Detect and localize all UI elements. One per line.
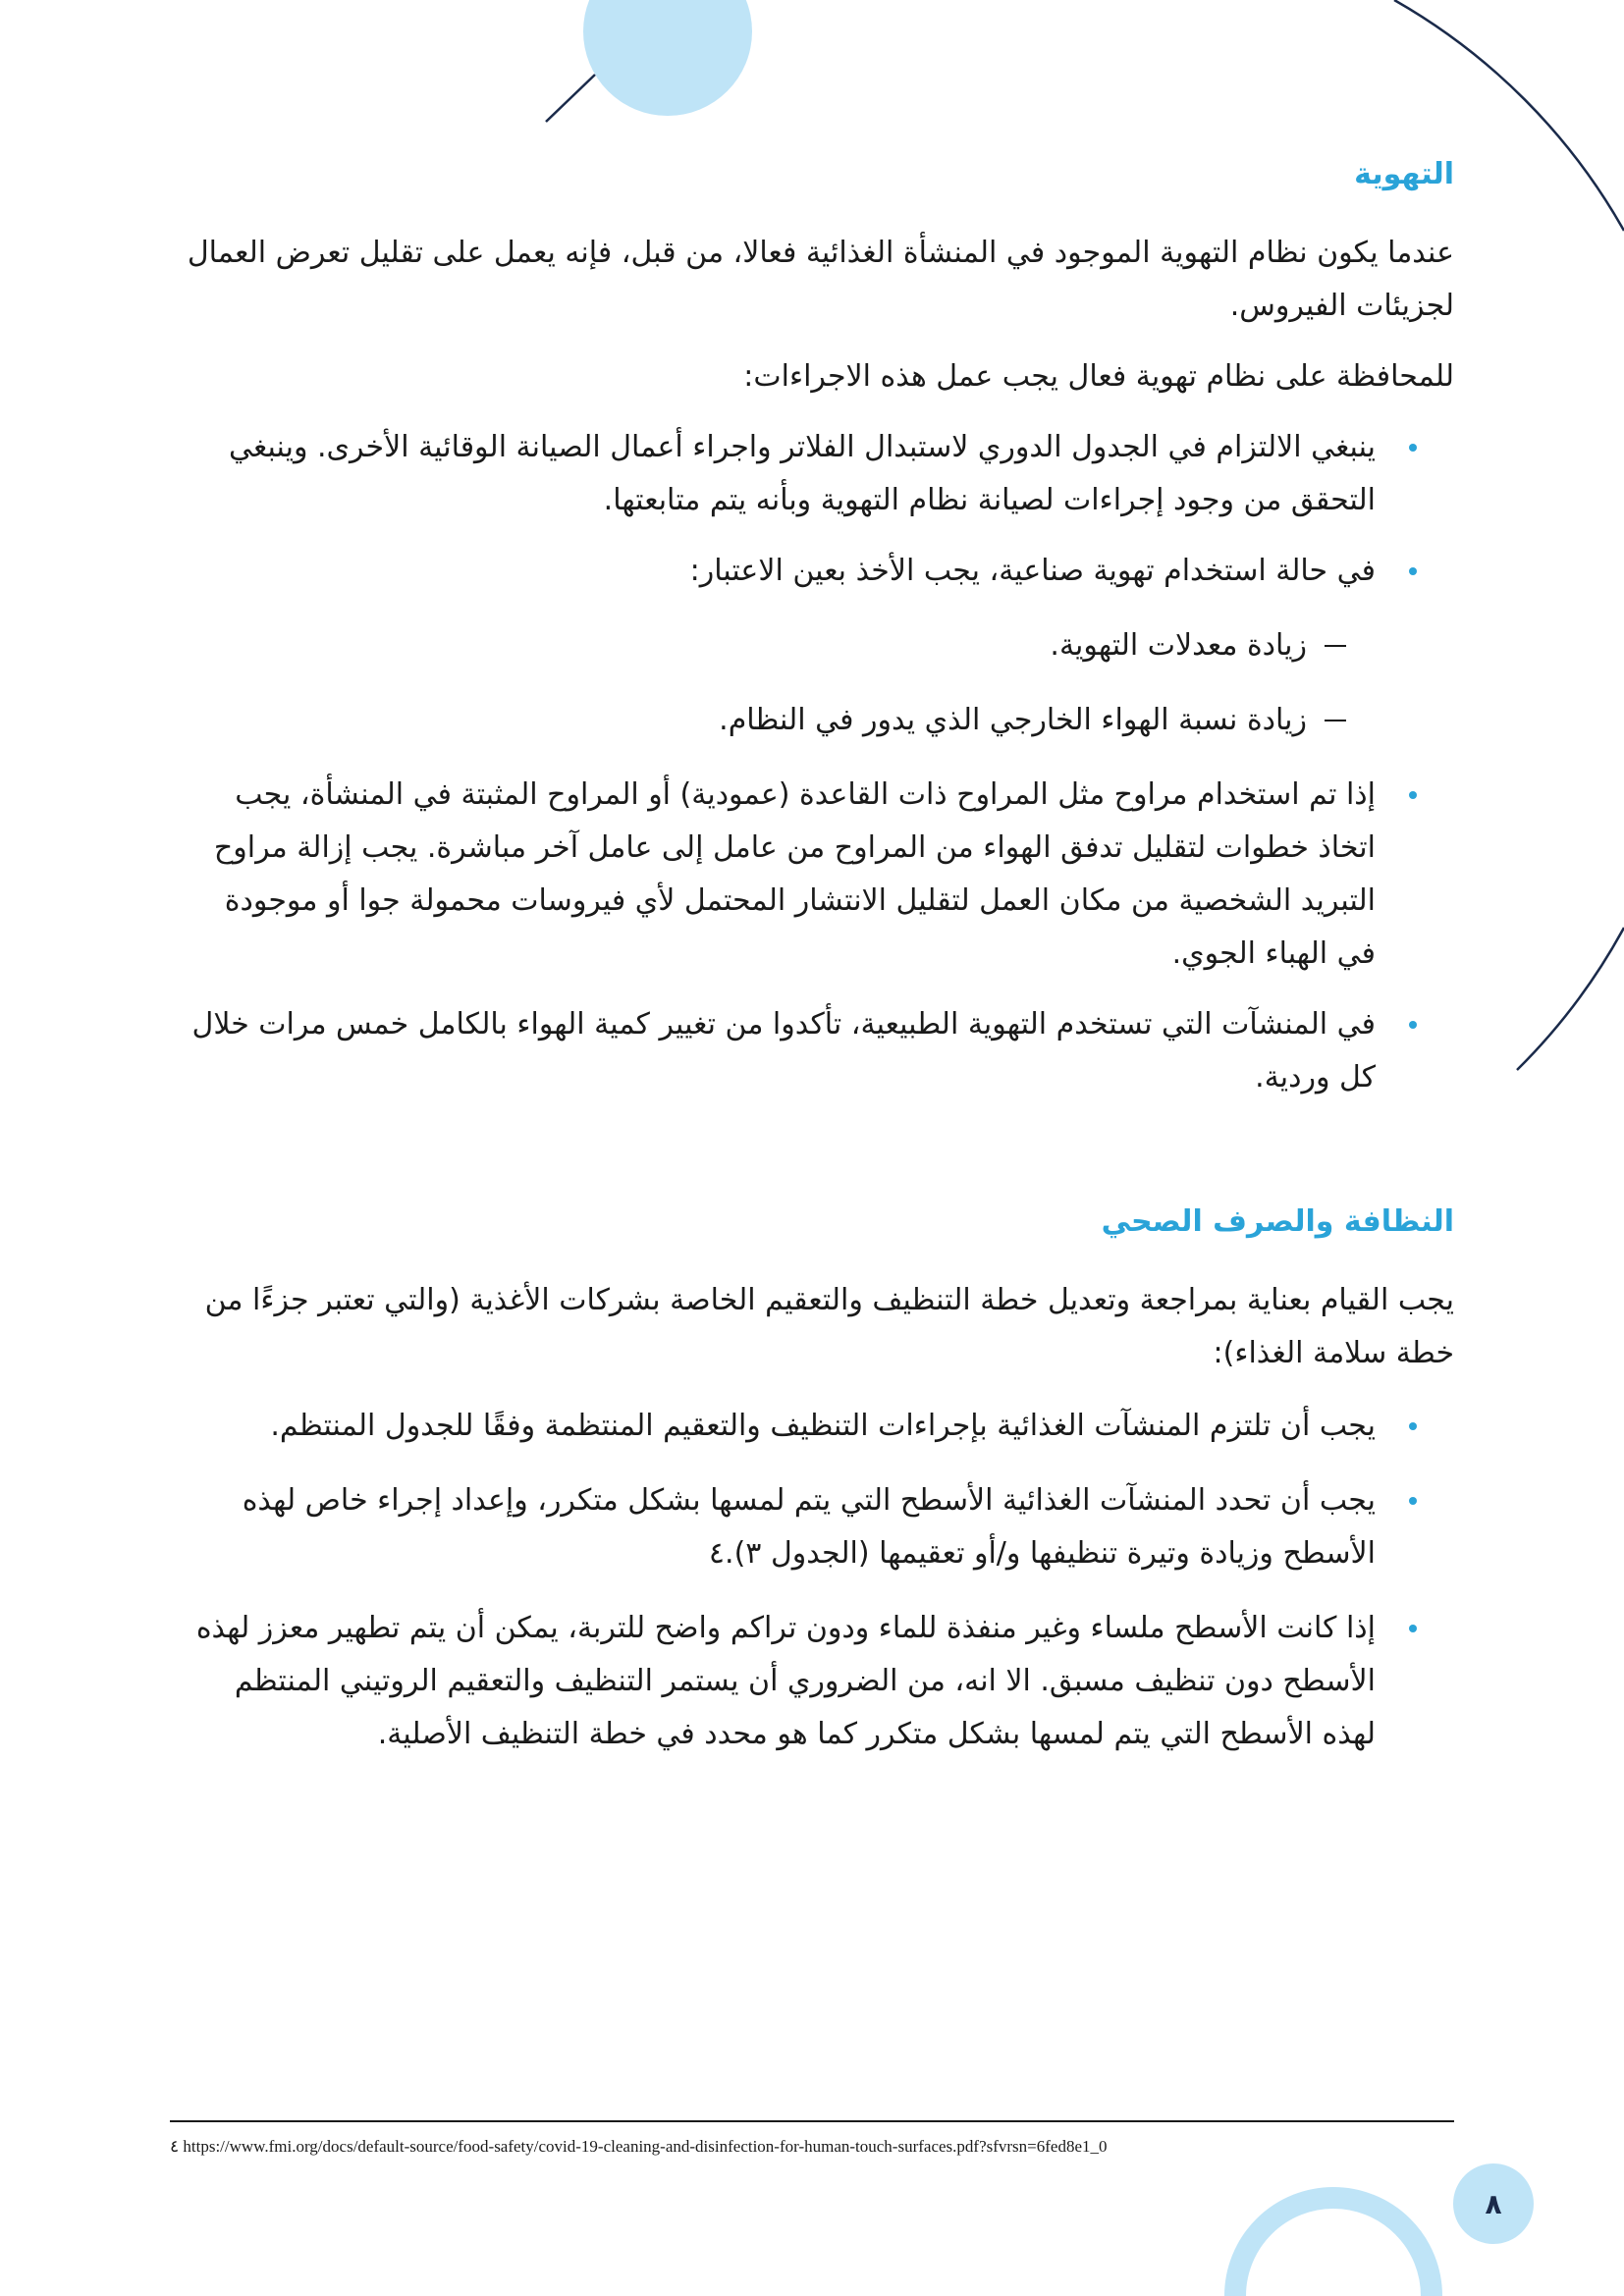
footnote-divider — [170, 2120, 1454, 2122]
bullet-icon — [1409, 567, 1417, 575]
bullet-icon — [1409, 791, 1417, 799]
sub-list-item: زيادة معدلات التهوية. — [182, 619, 1454, 672]
ventilation-heading: التهوية — [1354, 157, 1454, 191]
bottom-decor-ring — [1235, 2198, 1432, 2296]
right-decor-arc-lower — [1517, 928, 1624, 1070]
list-item: يجب أن تلتزم المنشآت الغذائية بإجراءات التنظيف والتعقيم المنتظمة وفقًا للجدول المنتظم. — [182, 1400, 1454, 1453]
bullet-icon — [1409, 1497, 1417, 1505]
bullet-icon — [1409, 1422, 1417, 1430]
list-item: في المنشآت التي تستخدم التهوية الطبيعية، تأكدوا من تغيير كمية الهواء بالكامل خمس مرات خلال كل وردية. — [182, 998, 1454, 1104]
ventilation-intro: عندما يكون نظام التهوية الموجود في المنشأة الغذائية فعالا، من قبل، فإنه يعمل على تقليل تعرض العمال لجزيئات الفيروس. — [187, 236, 1454, 323]
top-decor-circle — [583, 0, 752, 116]
top-decor-line — [546, 75, 595, 122]
bullet-icon — [1409, 1021, 1417, 1029]
sanitation-list — [182, 1400, 1454, 1761]
sanitation-heading: النظافة والصرف الصحي — [1101, 1204, 1454, 1239]
list-item: إذا تم استخدام مراوح مثل المراوح ذات القاعدة (عمودية) أو المراوح المثبتة في المنشأة، يجب اتخاذ خطوات لتقليل تدفق الهواء من المراوح من عامل إلى عامل آخر مباشرة. يجب إزالة مراوح التبريد الشخصية من مكان العمل لتقليل الانتشار المحتمل لأي فيروسات محمولة جوا أو موجودة في الهباء الجوي. — [182, 769, 1454, 981]
bullet-icon — [1409, 1625, 1417, 1632]
sub-list-item: زيادة نسبة الهواء الخارجي الذي يدور في النظام. — [182, 694, 1454, 747]
list-item: ينبغي الالتزام في الجدول الدوري لاستبدال الفلاتر واجراء أعمال الصيانة الوقائية الأخرى. وينبغي التحقق من وجود إجراءات لصيانة نظام التهوية وبأنه يتم متابعتها. — [182, 421, 1454, 527]
list-item: في حالة استخدام تهوية صناعية، يجب الأخذ بعين الاعتبار: — [182, 545, 1454, 598]
dash-icon — [1325, 645, 1346, 647]
footnote-link[interactable]: https://www.fmi.org/docs/default-source/food-safety/covid-19-cleaning-and-disinfection-for-human-touch-surfaces.pdf?sfvrsn=6fed8e1_0 — [183, 2137, 1108, 2156]
footnote-marker: ٤ — [170, 2137, 180, 2156]
bullet-icon — [1409, 444, 1417, 452]
list-item: يجب أن تحدد المنشآت الغذائية الأسطح التي يتم لمسها بشكل متكرر، وإعداد إجراء خاص لهذه الأسطح وزيادة وتيرة تنظيفها و/أو تعقيمها (الجدول ٣).٤ — [182, 1474, 1454, 1580]
page-content — [182, 155, 1454, 1761]
ventilation-lead: للمحافظة على نظام تهوية فعال يجب عمل هذه الاجراءات: — [743, 359, 1454, 394]
list-item: إذا كانت الأسطح ملساء وغير منفذة للماء ودون تراكم واضح للتربة، يمكن أن يتم تطهير معزز لهذه الأسطح دون تنظيف مسبق. الا انه، من الضروري أن يستمر التنظيف والتعقيم الروتيني المنتظم لهذه الأسطح التي يتم لمسها بشكل متكرر كما هو محدد في خطة التنظيف الأصلية. — [182, 1602, 1454, 1761]
ventilation-list — [182, 421, 1454, 1104]
dash-icon — [1325, 720, 1346, 721]
footnote — [170, 2137, 1108, 2157]
sanitation-intro: يجب القيام بعناية بمراجعة وتعديل خطة التنظيف والتعقيم الخاصة بشركات الأغذية (والتي تعتبر جزءًا من خطة سلامة الغذاء): — [204, 1283, 1454, 1370]
page-number: ٨ — [1453, 2163, 1534, 2244]
